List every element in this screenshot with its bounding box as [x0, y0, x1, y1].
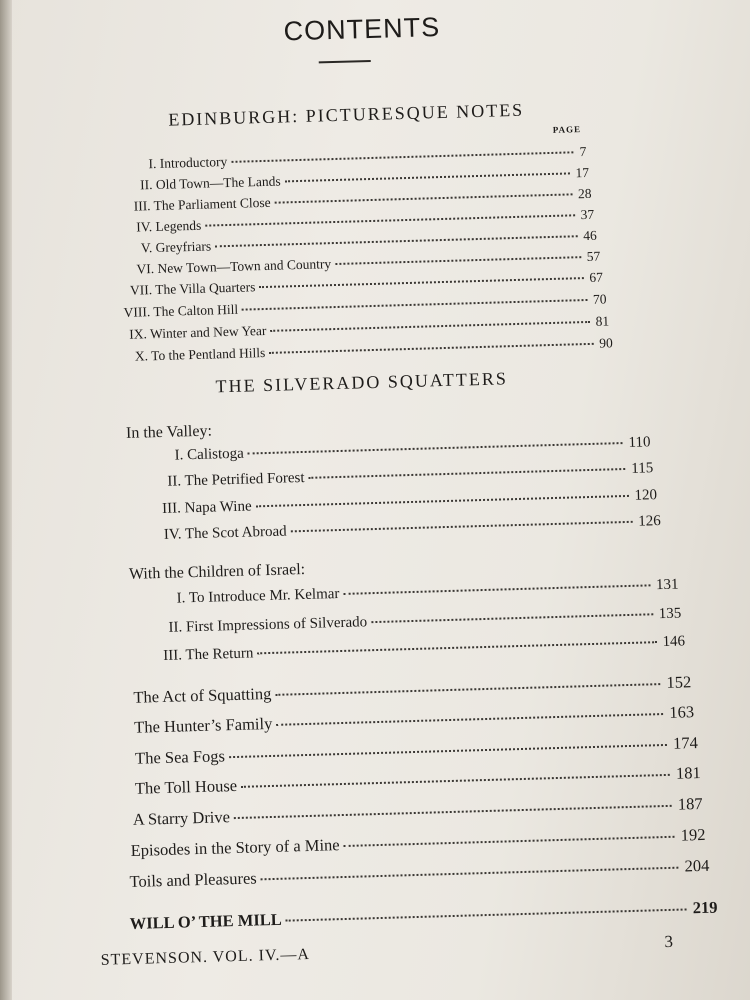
dot-leader	[205, 213, 574, 226]
toc-entry[interactable]	[176, 577, 678, 608]
title-rule	[319, 60, 371, 63]
toc-entry-label: II. Old Town—The Lands	[139, 173, 281, 193]
toc-entry-label: V. Greyfriars	[140, 238, 212, 256]
toc-entry-label: The Toll House	[134, 775, 238, 798]
toc-entry[interactable]	[168, 605, 681, 636]
section-heading-edinburgh: EDINBURGH: PICTURESQUE NOTES	[168, 99, 525, 130]
toc-entry-label: III. Napa Wine	[161, 498, 252, 517]
toc-entry-label: IX. Winter and New Year	[129, 322, 267, 342]
toc-entry-page: 46	[582, 227, 597, 244]
toc-entry-page: 135	[658, 605, 682, 623]
toc-entry-label: WILL O’ THE MILL	[129, 909, 282, 934]
toc-entry[interactable]	[174, 434, 650, 464]
toc-entry-page: 17	[575, 164, 590, 181]
group-heading-children-of-israel: With the Children of Israel:	[128, 560, 306, 583]
toc-entry-label: Toils and Pleasures	[129, 868, 257, 891]
toc-entry-page: 115	[631, 460, 654, 477]
toc-entry-page: 7	[579, 143, 587, 160]
toc-entry-page: 152	[666, 672, 692, 692]
toc-entry-page: 146	[662, 633, 686, 651]
dot-leader	[335, 255, 581, 265]
signature-mark: STEVENSON. VOL. IV.—A	[100, 945, 311, 969]
dot-leader	[229, 743, 667, 758]
dot-leader	[275, 682, 660, 696]
toc-entry[interactable]	[133, 672, 691, 708]
toc-entry[interactable]	[130, 825, 705, 861]
toc-entry[interactable]	[162, 487, 657, 518]
dot-leader	[256, 494, 629, 507]
page-number: 3	[664, 931, 674, 952]
toc-entry-page: 187	[677, 793, 703, 814]
dot-leader	[309, 467, 626, 479]
dot-leader	[270, 320, 589, 332]
toc-entry-label: IV. Legends	[136, 217, 202, 235]
toc-entry-page: 219	[692, 897, 718, 918]
dot-leader	[275, 192, 572, 203]
toc-entry-label: IV. The Scot Abroad	[163, 523, 287, 543]
toc-entry[interactable]	[164, 513, 661, 544]
toc-entry[interactable]	[135, 733, 698, 769]
toc-entry-label: The Hunter’s Family	[133, 713, 273, 737]
toc-entry-page: 110	[628, 434, 651, 451]
toc-entry-label: II. The Petrified Forest	[167, 469, 305, 490]
dot-leader	[241, 773, 670, 788]
toc-entry-label: Episodes in the Story of a Mine	[130, 835, 340, 860]
dot-leader	[242, 298, 587, 311]
toc-entry-label: VII. The Villa Quarters	[129, 279, 256, 298]
dot-leader	[343, 583, 650, 595]
dot-leader	[234, 804, 672, 819]
dot-leader	[269, 342, 593, 354]
toc-entry-page: 163	[669, 702, 695, 722]
page-column-label: PAGE	[552, 124, 582, 135]
dot-leader	[248, 441, 623, 454]
toc-entry-page: 131	[655, 576, 679, 594]
page-title: CONTENTS	[283, 12, 441, 47]
dot-leader	[261, 866, 679, 881]
toc-entry-page: 67	[589, 269, 604, 285]
toc-entry-label: VI. New Town—Town and Country	[136, 256, 332, 277]
toc-entry-page: 70	[592, 291, 607, 307]
toc-entry-label: X. To the Pentland Hills	[134, 345, 266, 364]
dot-leader	[285, 171, 570, 182]
dot-leader	[215, 234, 577, 247]
toc-entry-page: 37	[580, 206, 595, 223]
toc-entry-page: 81	[595, 313, 610, 329]
dot-leader	[259, 276, 583, 288]
toc-entry[interactable]	[163, 633, 685, 665]
toc-entry-page: 90	[598, 335, 613, 351]
toc-entry[interactable]	[129, 898, 717, 934]
toc-entry-label: I. Calistoga	[174, 445, 245, 464]
toc-entry-page: 28	[577, 185, 592, 202]
toc-entry-label: The Sea Fogs	[134, 746, 226, 768]
dot-leader	[257, 640, 656, 654]
section-heading-silverado: THE SILVERADO SQUATTERS	[215, 368, 509, 397]
toc-entry-page: 192	[680, 824, 706, 845]
toc-entry-label: I. To Introduce Mr. Kelmar	[176, 586, 340, 607]
toc-entry[interactable]	[129, 856, 709, 892]
toc-entry[interactable]	[167, 460, 653, 491]
toc-entry-label: III. The Return	[163, 645, 254, 664]
group-heading-in-the-valley: In the Valley:	[125, 422, 213, 442]
toc-entry-label: The Act of Squatting	[133, 683, 272, 707]
dot-leader	[371, 612, 653, 623]
toc-entry-label: VIII. The Calton Hill	[123, 301, 239, 320]
toc-entry-label: I. Introductory	[148, 153, 228, 172]
dot-leader	[231, 150, 573, 163]
toc-entry-page: 120	[634, 487, 658, 504]
toc-entry-page: 57	[586, 248, 601, 264]
toc-entry-label: II. First Impressions of Silverado	[168, 614, 368, 636]
dot-leader	[286, 907, 687, 921]
toc-entry-page: 126	[637, 513, 661, 530]
toc-entry-label: A Starry Drive	[132, 807, 231, 829]
toc-entry[interactable]	[134, 702, 694, 738]
dot-leader	[276, 712, 663, 726]
toc-entry-page: 174	[672, 733, 699, 753]
dot-leader	[344, 835, 675, 847]
dot-leader	[291, 520, 633, 533]
toc-entry[interactable]	[135, 763, 701, 799]
toc-entry[interactable]	[133, 794, 703, 830]
toc-entry-page: 181	[675, 763, 702, 783]
toc-entry-label: III. The Parliament Close	[133, 194, 271, 214]
toc-entry-page: 204	[684, 855, 710, 876]
